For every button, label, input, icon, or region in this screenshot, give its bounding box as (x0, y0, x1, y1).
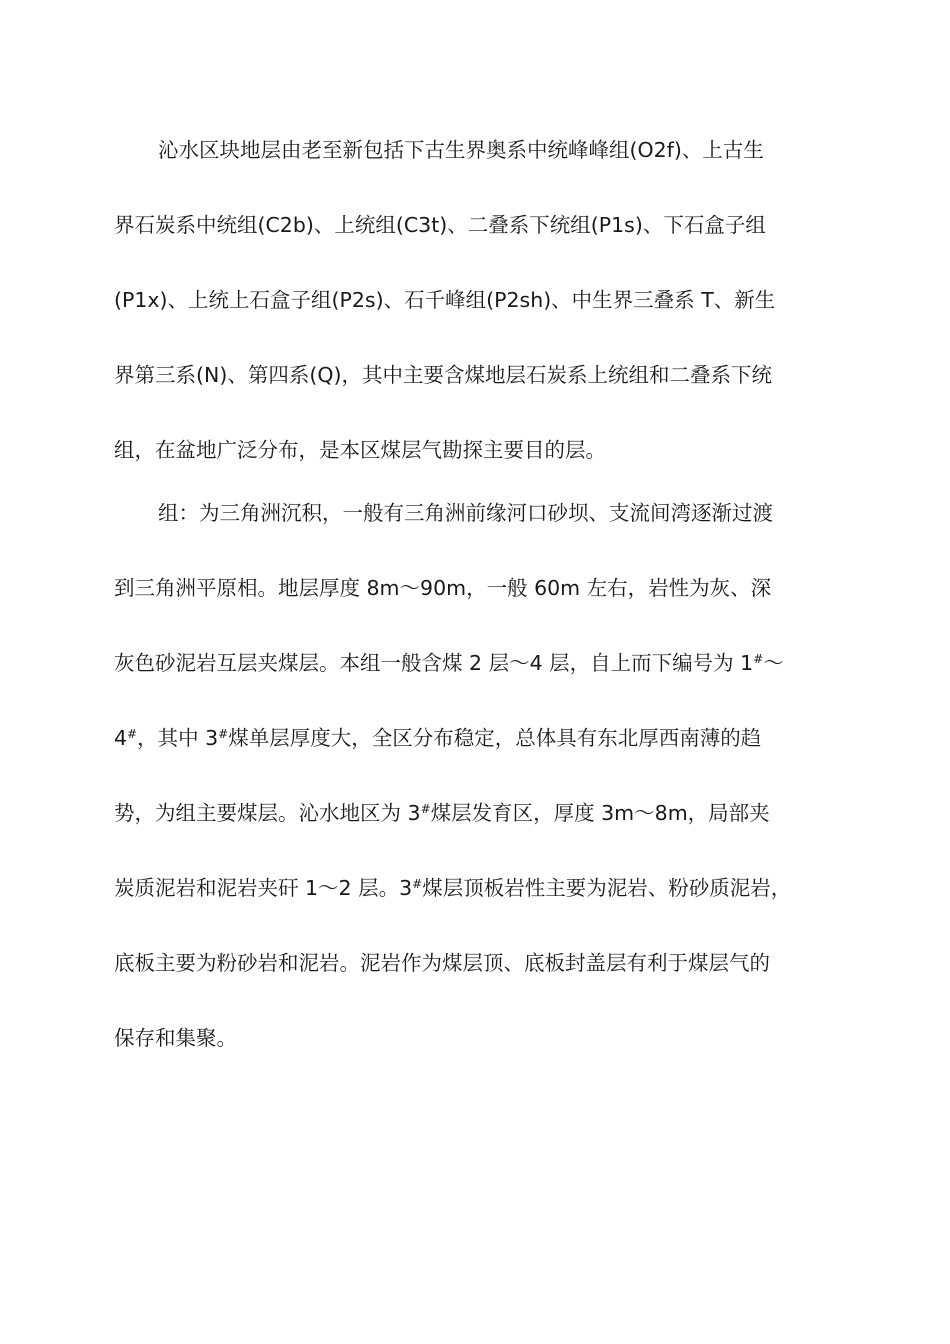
paragraph-line (114, 776, 838, 851)
paragraph-line: 组：为三角洲沉积，一般有三角洲前缘河口砂坝、支流间湾逐渐过渡 (158, 501, 773, 525)
paragraph-strata (114, 113, 838, 488)
line-text: 煤单层厚度大，全区分布稳定，总体具有东北厚西南薄的趋 (228, 726, 762, 750)
paragraph-line: 到三角洲平原相。地层厚度 8m～90m，一般 60m 左右，岩性为灰、深 (114, 576, 772, 600)
paragraph-line (114, 701, 838, 776)
paragraph-line: 组，在盆地广泛分布，是本区煤层气勘探主要目的层。 (114, 438, 606, 462)
line-text: ～ (763, 651, 784, 675)
paragraph-coal-seams (114, 476, 838, 1076)
paragraph-line: 沁水区块地层由老至新包括下古生界奥系中统峰峰组(O2f)、上古生 (158, 138, 764, 162)
paragraph-line (114, 851, 838, 926)
paragraph-line: 底板主要为粉砂岩和泥岩。泥岩作为煤层顶、底板封盖层有利于煤层气的 (114, 951, 770, 975)
seam-number-mark: # (412, 877, 423, 891)
paragraph-line (114, 626, 838, 701)
line-text: 煤层发育区，厚度 3m～8m，局部夹 (430, 801, 770, 825)
paragraph-line: (P1x)、上统上石盒子组(P2s)、石千峰组(P2sh)、中生界三叠系 T、新生 (114, 288, 776, 312)
line-text: 4 (114, 726, 128, 750)
seam-number-mark: # (127, 727, 138, 741)
line-text: ，其中 3 (137, 726, 219, 750)
line-text: 势，为组主要煤层。沁水地区为 3 (114, 801, 421, 825)
line-text: 灰色砂泥岩互层夹煤层。本组一般含煤 2 层～4 层，自上而下编号为 1 (114, 651, 754, 675)
seam-number-mark: # (420, 802, 431, 816)
seam-number-mark: # (753, 652, 764, 666)
paragraph-line: 保存和集聚。 (114, 1026, 237, 1050)
line-text: 炭质泥岩和泥岩夹矸 1～2 层。3 (114, 876, 413, 900)
seam-number-mark: # (218, 727, 229, 741)
paragraph-line: 界第三系(N)、第四系(Q)，其中主要含煤地层石炭系上统组和二叠系下统 (114, 363, 772, 387)
line-text: 煤层顶板岩性主要为泥岩、粉砂质泥岩， (422, 876, 792, 900)
paragraph-line: 界石炭系中统组(C2b)、上统组(C3t)、二叠系下统组(P1s)、下石盒子组 (114, 213, 766, 237)
